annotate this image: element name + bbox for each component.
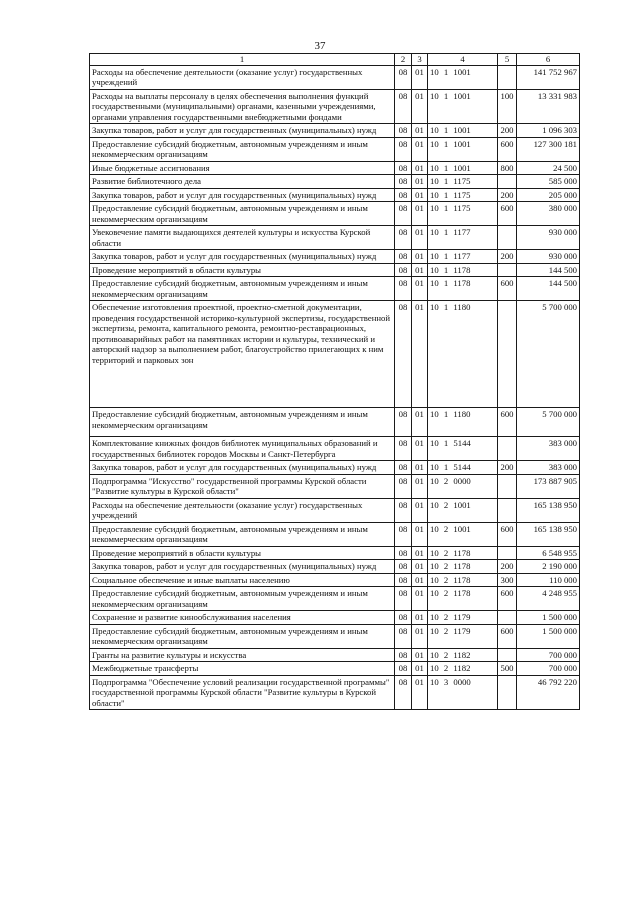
cell-target-article: 10 2 1179 [428,624,498,648]
cell-subsection: 01 [412,65,428,89]
table-row [90,522,580,546]
cell-amount: 383 000 [517,437,580,461]
cell-expense-type [498,611,517,625]
cell-amount: 930 000 [517,226,580,250]
table-row [90,137,580,161]
header-cell: 6 [517,54,580,66]
table-row [90,161,580,175]
cell-expense-type: 100 [498,89,517,124]
cell-expense-type [498,175,517,189]
header-cell: 3 [412,54,428,66]
cell-amount: 5 700 000 [517,301,580,408]
table-row [90,175,580,189]
cell-section: 08 [395,648,412,662]
cell-target-article: 10 1 5144 [428,437,498,461]
cell-name: Развитие библиотечного дела [90,175,395,189]
cell-target-article: 10 1 1175 [428,188,498,202]
header-cell: 5 [498,54,517,66]
cell-subsection: 01 [412,611,428,625]
table-row [90,226,580,250]
cell-name: Предоставление субсидий бюджетным, автономным учреждениям и иным некоммерческим организациям [90,587,395,611]
cell-section: 08 [395,461,412,475]
cell-target-article: 10 1 1001 [428,65,498,89]
cell-subsection: 01 [412,202,428,226]
budget-table [89,53,580,710]
cell-amount: 700 000 [517,662,580,676]
cell-section: 08 [395,301,412,408]
cell-name: Предоставление субсидий бюджетным, автономным учреждениям и иным некоммерческим организациям [90,408,395,437]
cell-amount: 46 792 220 [517,675,580,710]
page-number: 37 [314,40,326,52]
cell-amount: 4 248 955 [517,587,580,611]
cell-amount: 585 000 [517,175,580,189]
cell-section: 08 [395,124,412,138]
cell-subsection: 01 [412,522,428,546]
cell-subsection: 01 [412,277,428,301]
cell-target-article: 10 1 1175 [428,175,498,189]
cell-target-article: 10 1 1177 [428,250,498,264]
cell-expense-type: 600 [498,277,517,301]
cell-expense-type: 200 [498,560,517,574]
cell-section: 08 [395,624,412,648]
cell-section: 08 [395,188,412,202]
cell-name: Предоставление субсидий бюджетным, автономным учреждениям и иным некоммерческим организациям [90,277,395,301]
cell-subsection: 01 [412,89,428,124]
table-row [90,89,580,124]
cell-section: 08 [395,675,412,710]
cell-target-article: 10 2 1178 [428,560,498,574]
cell-target-article: 10 2 1178 [428,573,498,587]
cell-subsection: 01 [412,648,428,662]
cell-name: Закупка товаров, работ и услуг для государственных (муниципальных) нужд [90,124,395,138]
cell-subsection: 01 [412,226,428,250]
cell-amount: 110 000 [517,573,580,587]
cell-amount: 165 138 950 [517,498,580,522]
cell-expense-type: 200 [498,250,517,264]
cell-target-article: 10 1 1001 [428,124,498,138]
cell-expense-type: 500 [498,662,517,676]
cell-subsection: 01 [412,560,428,574]
cell-amount: 380 000 [517,202,580,226]
table-row [90,250,580,264]
cell-subsection: 01 [412,461,428,475]
cell-expense-type: 600 [498,408,517,437]
cell-expense-type: 600 [498,202,517,226]
cell-name: Проведение мероприятий в области культуры [90,263,395,277]
header-cell: 2 [395,54,412,66]
cell-amount: 2 190 000 [517,560,580,574]
cell-section: 08 [395,263,412,277]
cell-amount: 5 700 000 [517,408,580,437]
cell-expense-type [498,437,517,461]
cell-expense-type [498,546,517,560]
cell-amount: 205 000 [517,188,580,202]
cell-expense-type: 600 [498,624,517,648]
cell-target-article: 10 2 1178 [428,587,498,611]
cell-section: 08 [395,226,412,250]
cell-name: Расходы на обеспечение деятельности (оказание услуг) государственных учреждений [90,498,395,522]
cell-expense-type: 200 [498,124,517,138]
cell-subsection: 01 [412,301,428,408]
cell-name: Социальное обеспечение и иные выплаты населению [90,573,395,587]
table-row [90,474,580,498]
cell-name: Сохранение и развитие кинообслуживания населения [90,611,395,625]
table-row [90,624,580,648]
cell-amount: 383 000 [517,461,580,475]
cell-name: Гранты на развитие культуры и искусства [90,648,395,662]
cell-target-article: 10 2 1001 [428,522,498,546]
cell-subsection: 01 [412,624,428,648]
cell-target-article: 10 1 1180 [428,408,498,437]
cell-name: Предоставление субсидий бюджетным, автономным учреждениям и иным некоммерческим организациям [90,522,395,546]
table-row [90,408,580,437]
cell-name: Межбюджетные трансферты [90,662,395,676]
table-row [90,560,580,574]
cell-section: 08 [395,587,412,611]
cell-expense-type: 200 [498,461,517,475]
cell-expense-type [498,65,517,89]
cell-expense-type: 800 [498,161,517,175]
cell-subsection: 01 [412,498,428,522]
cell-name: Расходы на выплаты персоналу в целях обеспечения выполнения функций государственными (муниципальными) органами, казенными учреждениями, органами управления государственными внебюджетными фондами [90,89,395,124]
cell-amount: 1 096 303 [517,124,580,138]
table-row [90,65,580,89]
cell-amount: 24 500 [517,161,580,175]
cell-name: Проведение мероприятий в области культуры [90,546,395,560]
table-row [90,587,580,611]
table-row [90,277,580,301]
cell-subsection: 01 [412,587,428,611]
cell-target-article: 10 1 1180 [428,301,498,408]
cell-section: 08 [395,175,412,189]
cell-expense-type: 600 [498,587,517,611]
table-row [90,573,580,587]
table-row [90,188,580,202]
table-row [90,301,580,408]
table-row [90,648,580,662]
table-row [90,202,580,226]
header-cell: 4 [428,54,498,66]
cell-amount: 173 887 905 [517,474,580,498]
cell-section: 08 [395,250,412,264]
cell-section: 08 [395,65,412,89]
cell-subsection: 01 [412,175,428,189]
cell-amount: 930 000 [517,250,580,264]
cell-name: Обеспечение изготовления проектной, проектно-сметной документации, проведения государственной историко-культурной экспертизы, государственной экспертизы, ремонта, капитального ремонта, ремонтно-реставрационных, противоаварийных работ на памятниках истории и культуры, технический и авторский надзор за выполнением работ, благоустройство прилегающих к ним территорий и парковых зон [90,301,395,408]
cell-target-article: 10 2 0000 [428,474,498,498]
cell-section: 08 [395,277,412,301]
cell-target-article: 10 1 1001 [428,137,498,161]
cell-target-article: 10 2 1182 [428,648,498,662]
cell-target-article: 10 1 5144 [428,461,498,475]
cell-amount: 127 300 181 [517,137,580,161]
cell-amount: 165 138 950 [517,522,580,546]
cell-subsection: 01 [412,662,428,676]
cell-name: Закупка товаров, работ и услуг для государственных (муниципальных) нужд [90,188,395,202]
cell-name: Закупка товаров, работ и услуг для государственных (муниципальных) нужд [90,560,395,574]
cell-subsection: 01 [412,437,428,461]
cell-section: 08 [395,573,412,587]
cell-target-article: 10 2 1182 [428,662,498,676]
table-row [90,437,580,461]
table-row [90,546,580,560]
cell-section: 08 [395,560,412,574]
cell-expense-type [498,675,517,710]
cell-expense-type: 600 [498,522,517,546]
table-row [90,498,580,522]
cell-subsection: 01 [412,546,428,560]
cell-section: 08 [395,546,412,560]
header-row [90,54,580,66]
cell-amount: 144 500 [517,263,580,277]
cell-section: 08 [395,137,412,161]
cell-amount: 1 500 000 [517,611,580,625]
table-row [90,662,580,676]
cell-name: Предоставление субсидий бюджетным, автономным учреждениям и иным некоммерческим организациям [90,202,395,226]
cell-target-article: 10 2 1001 [428,498,498,522]
cell-section: 08 [395,89,412,124]
cell-target-article: 10 1 1178 [428,263,498,277]
cell-expense-type: 300 [498,573,517,587]
cell-section: 08 [395,437,412,461]
cell-section: 08 [395,662,412,676]
cell-section: 08 [395,522,412,546]
cell-expense-type [498,301,517,408]
cell-expense-type [498,263,517,277]
cell-subsection: 01 [412,408,428,437]
cell-subsection: 01 [412,161,428,175]
cell-subsection: 01 [412,250,428,264]
cell-name: Увековечение памяти выдающихся деятелей культуры и искусства Курской области [90,226,395,250]
cell-amount: 6 548 955 [517,546,580,560]
cell-subsection: 01 [412,675,428,710]
cell-name: Закупка товаров, работ и услуг для государственных (муниципальных) нужд [90,250,395,264]
table-row [90,124,580,138]
table-row [90,461,580,475]
cell-name: Предоставление субсидий бюджетным, автономным учреждениям и иным некоммерческим организациям [90,137,395,161]
cell-target-article: 10 3 0000 [428,675,498,710]
cell-target-article: 10 1 1001 [428,161,498,175]
cell-section: 08 [395,202,412,226]
cell-subsection: 01 [412,124,428,138]
cell-section: 08 [395,611,412,625]
cell-name: Комплектование книжных фондов библиотек муниципальных образований и государственных библиотек городов Москвы и Санкт-Петербурга [90,437,395,461]
cell-target-article: 10 1 1001 [428,89,498,124]
cell-target-article: 10 1 1178 [428,277,498,301]
cell-name: Расходы на обеспечение деятельности (оказание услуг) государственных учреждений [90,65,395,89]
cell-section: 08 [395,161,412,175]
cell-section: 08 [395,498,412,522]
cell-subsection: 01 [412,263,428,277]
cell-expense-type: 200 [498,188,517,202]
cell-subsection: 01 [412,188,428,202]
table-row [90,675,580,710]
cell-amount: 1 500 000 [517,624,580,648]
cell-subsection: 01 [412,573,428,587]
cell-amount: 700 000 [517,648,580,662]
cell-name: Иные бюджетные ассигнования [90,161,395,175]
cell-expense-type [498,648,517,662]
cell-target-article: 10 1 1175 [428,202,498,226]
cell-section: 08 [395,474,412,498]
cell-name: Подпрограмма "Искусство" государственной программы Курской области "Развитие культуры в Курской области" [90,474,395,498]
cell-expense-type [498,226,517,250]
table-row [90,263,580,277]
header-cell: 1 [90,54,395,66]
cell-section: 08 [395,408,412,437]
cell-name: Закупка товаров, работ и услуг для государственных (муниципальных) нужд [90,461,395,475]
cell-expense-type [498,474,517,498]
cell-target-article: 10 1 1177 [428,226,498,250]
cell-target-article: 10 2 1178 [428,546,498,560]
cell-target-article: 10 2 1179 [428,611,498,625]
cell-subsection: 01 [412,137,428,161]
cell-amount: 144 500 [517,277,580,301]
cell-name: Предоставление субсидий бюджетным, автономным учреждениям и иным некоммерческим организациям [90,624,395,648]
cell-amount: 13 331 983 [517,89,580,124]
cell-amount: 141 752 967 [517,65,580,89]
cell-expense-type [498,498,517,522]
cell-subsection: 01 [412,474,428,498]
cell-expense-type: 600 [498,137,517,161]
cell-name: Подпрограмма "Обеспечение условий реализации государственной программы" государственной программы Курской области "Развитие культуры в Курской области" [90,675,395,710]
table-row [90,611,580,625]
